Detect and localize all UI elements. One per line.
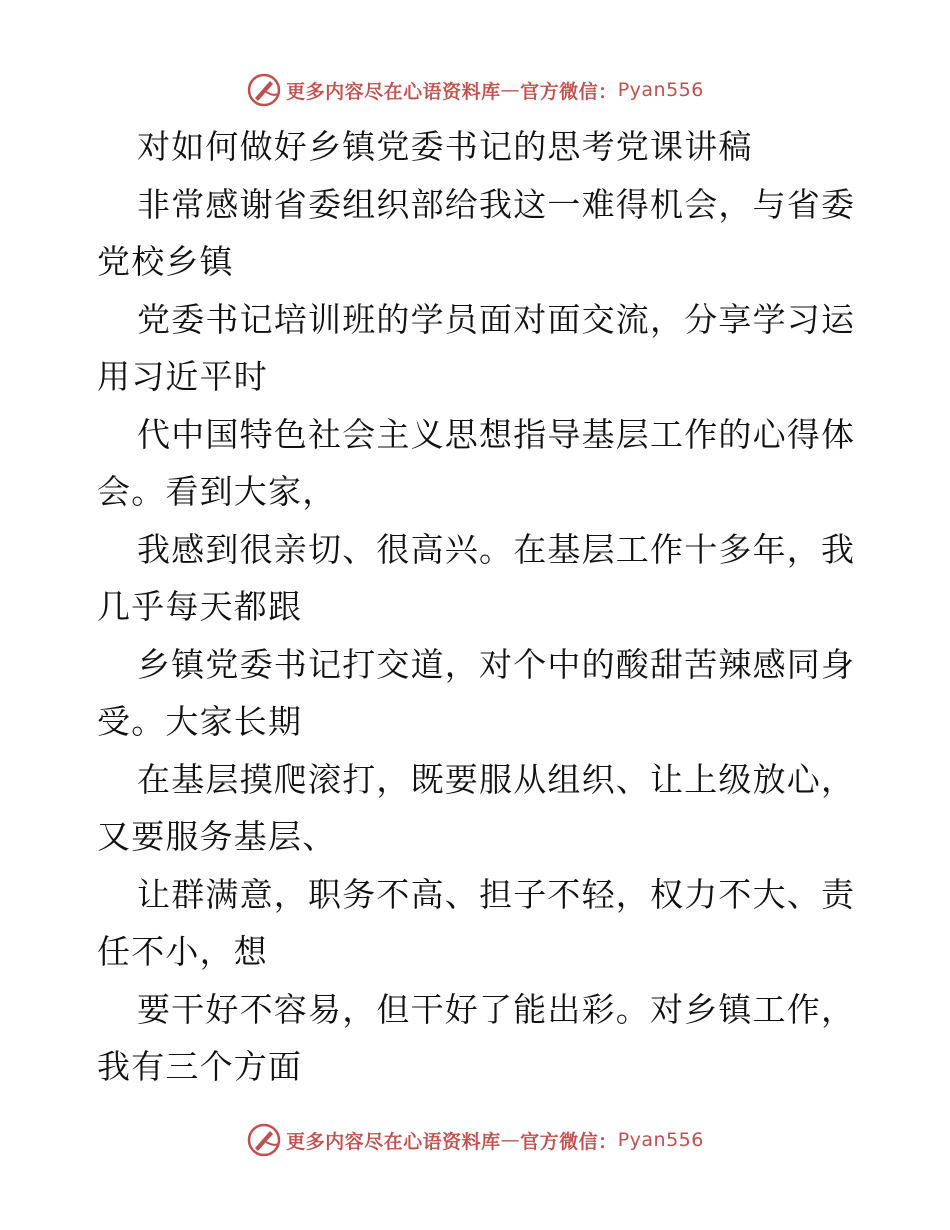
text-line: 用习近平时 bbox=[97, 357, 268, 396]
text-line: 我有三个方面 bbox=[97, 1047, 303, 1086]
text-line: 会。看到大家， bbox=[97, 472, 337, 511]
text-line: 要干好不容易，但干好了能出彩。对乡镇工作， bbox=[137, 989, 856, 1029]
text-line: 在基层摸爬滚打，既要服从组织、让上级放心， bbox=[137, 759, 856, 799]
text-line: 几乎每天都跟 bbox=[97, 587, 303, 626]
logo-icon bbox=[246, 1122, 282, 1158]
text-line: 非常感谢省委组织部给我这一难得机会，与省委 bbox=[137, 184, 856, 224]
text-line: 任不小，想 bbox=[97, 932, 268, 971]
watermark-text: 更多内容尽在心语资料库 bbox=[286, 1130, 501, 1153]
watermark-wechat-id: Pyan556 bbox=[617, 1129, 704, 1151]
text-line: 我感到很亲切、很高兴。在基层工作十多年，我 bbox=[137, 529, 856, 569]
text-line: 乡镇党委书记打交道，对个中的酸甜苦辣感同身 bbox=[137, 644, 856, 684]
watermark-wechat-label: 官方微信： bbox=[520, 1130, 618, 1153]
document-title: 对如何做好乡镇党委书记的思考党课讲稿 bbox=[137, 127, 753, 166]
watermark-wechat-id: Pyan556 bbox=[617, 79, 704, 101]
watermark-separator: — bbox=[500, 1129, 521, 1151]
text-line: 代中国特色社会主义思想指导基层工作的心得体 bbox=[137, 414, 856, 454]
footer-watermark bbox=[0, 1120, 950, 1160]
watermark-separator: — bbox=[500, 79, 521, 101]
header-watermark bbox=[0, 70, 950, 110]
text-line: 党委书记培训班的学员面对面交流，分享学习运 bbox=[137, 299, 856, 339]
text-line: 党校乡镇 bbox=[97, 242, 234, 281]
text-line: 受。大家长期 bbox=[97, 702, 303, 741]
watermark-wechat-label: 官方微信： bbox=[520, 80, 618, 103]
watermark-text: 更多内容尽在心语资料库 bbox=[286, 80, 501, 103]
text-line: 让群满意，职务不高、担子不轻，权力不大、责 bbox=[137, 874, 856, 914]
document-body bbox=[97, 118, 857, 1096]
logo-icon bbox=[246, 72, 282, 108]
text-line: 又要服务基层、 bbox=[97, 817, 337, 856]
